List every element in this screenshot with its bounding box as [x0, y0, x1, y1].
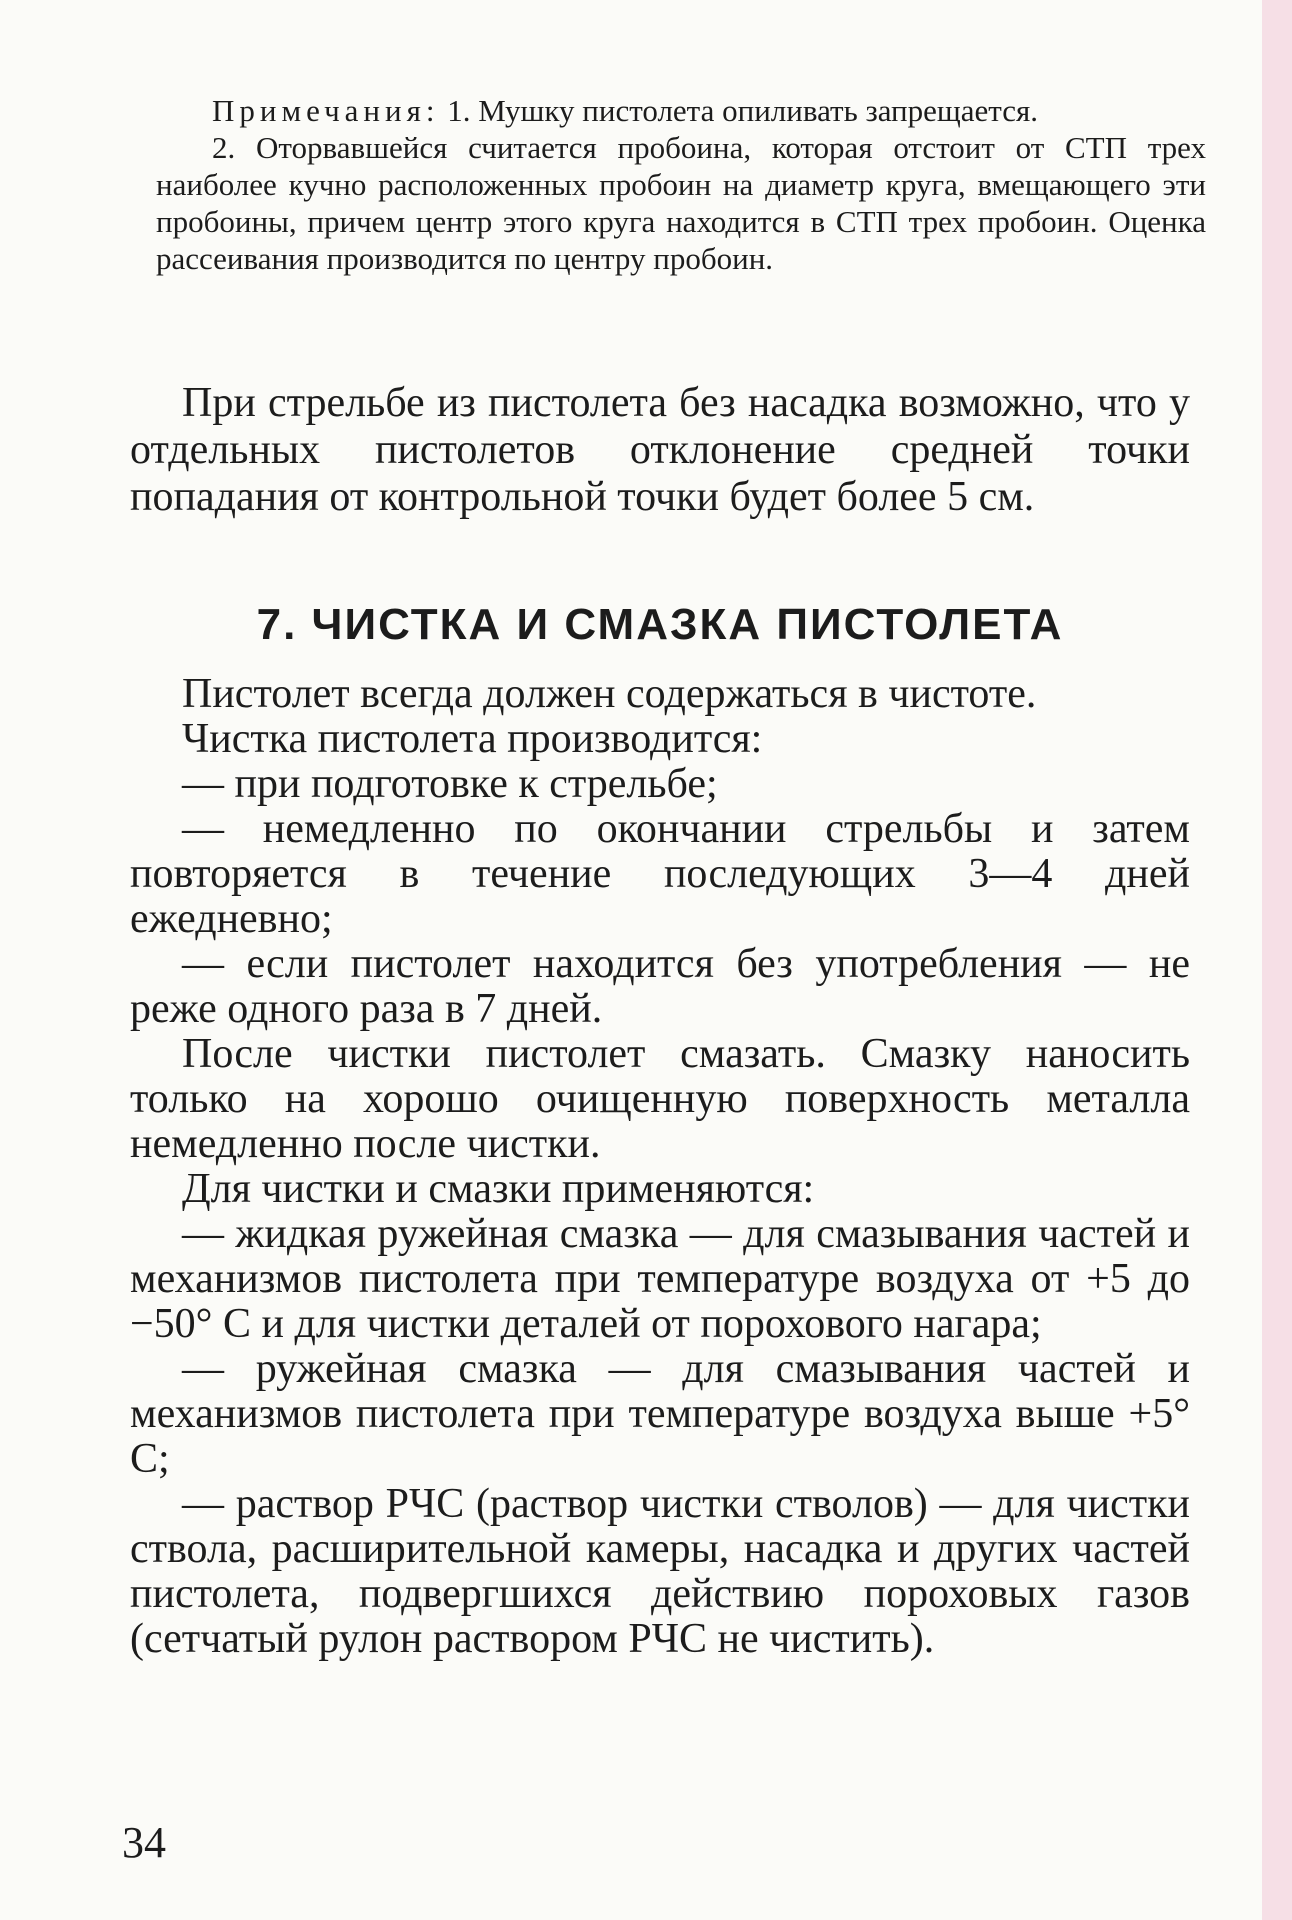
- list-item: — немедленно по окончании стрельбы и затем повторяется в течение последующих 3—4 дней ежедневно;: [130, 806, 1190, 942]
- note-2: 2. Оторвавшейся считается пробоина, которая отстоит от СТП трех наиболее кучно расположенных пробоин на диаметр круга, вмещающего эти пробоины, причем центр этого круга находится в СТП трех пробоин. Оценка рассеивания производится по центру пробоин.: [156, 130, 1206, 276]
- list-item: — ружейная смазка — для смазывания частей и механизмов пистолета при температуре воздуха выше +5° С;: [130, 1346, 1190, 1482]
- note-1-text: 1. Мушку пистолета опиливать запрещается.: [447, 93, 1038, 128]
- page-edge: [1262, 0, 1292, 1920]
- paragraph: Пистолет всегда должен содержаться в чистоте.: [182, 671, 1037, 717]
- page-number: 34: [122, 1818, 166, 1867]
- list-item: — жидкая ружейная смазка — для смазывания частей и механизмов пистолета при температуре воздуха от +5 до −50° С и для чистки деталей от порохового нагара;: [130, 1211, 1190, 1347]
- intro-text: [130, 380, 1190, 521]
- list-item: — если пистолет находится без употребления — не реже одного раза в 7 дней.: [130, 941, 1190, 1032]
- list-item: — раствор РЧС (раствор чистки стволов) — для чистки ствола, расширительной камеры, насадка и других частей пистолета, подвергшихся действию пороховых газов (сетчатый рулон раствором РЧС не чистить).: [130, 1481, 1190, 1662]
- notes-block: [156, 92, 1206, 277]
- note-1: [156, 92, 1206, 129]
- list-item: — при подготовке к стрельбе;: [182, 761, 718, 807]
- paragraph: После чистки пистолет смазать. Смазку наносить только на хорошо очищенную поверхность металла немедленно после чистки.: [130, 1031, 1190, 1167]
- section-heading: 7. ЧИСТКА И СМАЗКА ПИСТОЛЕТА: [256, 600, 1064, 649]
- notes-label: Примечания:: [212, 93, 440, 128]
- intro-paragraph: При стрельбе из пистолета без насадка возможно, что у отдельных пистолетов отклонение средней точки попадания от контрольной точки будет более 5 см.: [130, 380, 1190, 520]
- paragraph: Чистка пистолета производится:: [182, 716, 763, 762]
- paragraph: Для чистки и смазки применяются:: [182, 1166, 815, 1212]
- section-body: [130, 672, 1190, 1662]
